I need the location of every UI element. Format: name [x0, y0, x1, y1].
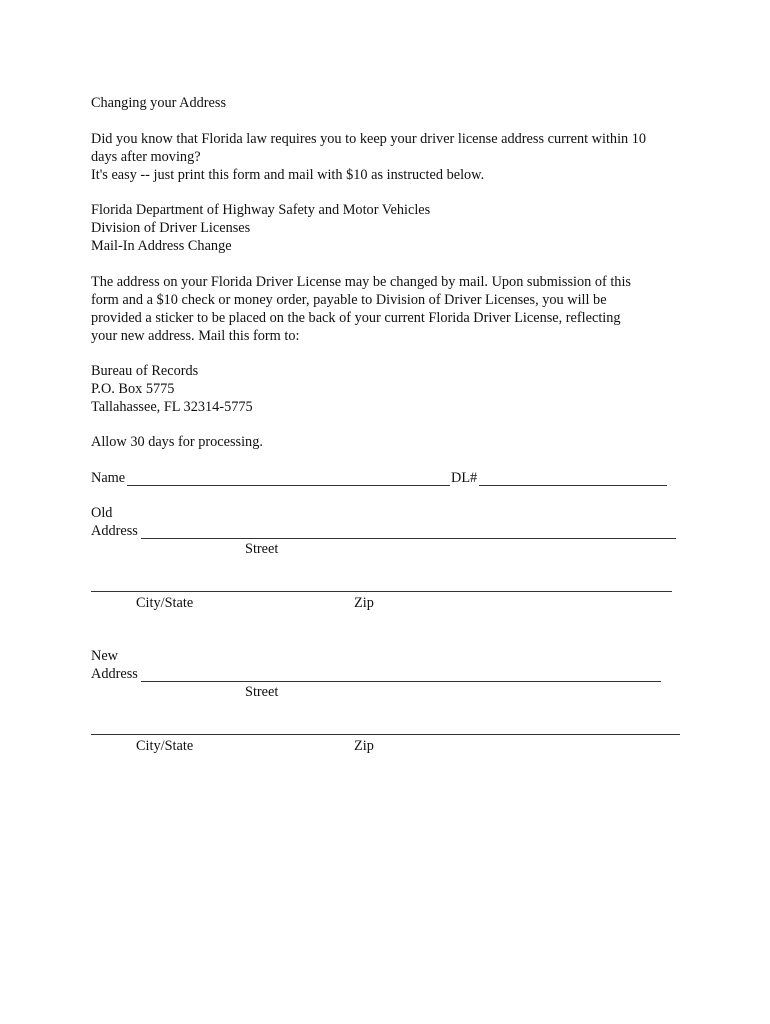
name-label: Name — [91, 470, 126, 486]
mailing-address-line: Bureau of Records — [91, 363, 199, 379]
name-field[interactable] — [127, 485, 450, 486]
instructions-line: The address on your Florida Driver License may be changed by mail. Upon submission of this — [91, 274, 631, 290]
intro-line: Did you know that Florida law requires you to keep your driver license address current within 10 — [91, 131, 647, 147]
agency-line: Mail-In Address Change — [91, 238, 232, 254]
new-street-label: Street — [245, 684, 279, 700]
new-city-zip-field[interactable] — [91, 734, 680, 735]
new-zip-label: Zip — [354, 738, 374, 754]
instructions-line: your new address. Mail this form to: — [91, 328, 300, 344]
instructions-paragraph — [91, 273, 691, 345]
new-city-state-label: City/State — [136, 738, 194, 754]
new-address-label: New — [91, 648, 118, 664]
old-zip-label: Zip — [354, 595, 374, 611]
new-street-field[interactable] — [141, 681, 661, 682]
old-city-state-label: City/State — [136, 595, 194, 611]
old-address-label: Address — [91, 523, 138, 539]
old-address-label: Old — [91, 505, 113, 521]
mailing-address-line: Tallahassee, FL 32314-5775 — [91, 399, 253, 415]
intro-line: It's easy -- just print this form and mail with $10 as instructed below. — [91, 167, 485, 183]
agency-line: Division of Driver Licenses — [91, 220, 251, 236]
old-city-zip-field[interactable] — [91, 591, 672, 592]
instructions-line: provided a sticker to be placed on the back of your current Florida Driver License, reflecting — [91, 310, 621, 326]
processing-note: Allow 30 days for processing. — [91, 434, 263, 450]
mailing-address — [91, 362, 691, 416]
intro-paragraph — [91, 130, 691, 184]
intro-line: days after moving? — [91, 149, 201, 165]
mailing-address-line: P.O. Box 5775 — [91, 381, 175, 397]
agency-line: Florida Department of Highway Safety and Motor Vehicles — [91, 202, 431, 218]
dl-number-field[interactable] — [479, 485, 667, 486]
page-title: Changing your Address — [91, 95, 227, 111]
dl-number-label: DL# — [451, 470, 478, 486]
old-street-label: Street — [245, 541, 279, 557]
new-address-label: Address — [91, 666, 138, 682]
agency-block — [91, 201, 691, 255]
old-street-field[interactable] — [141, 538, 676, 539]
instructions-line: form and a $10 check or money order, payable to Division of Driver Licenses, you will be — [91, 292, 607, 308]
